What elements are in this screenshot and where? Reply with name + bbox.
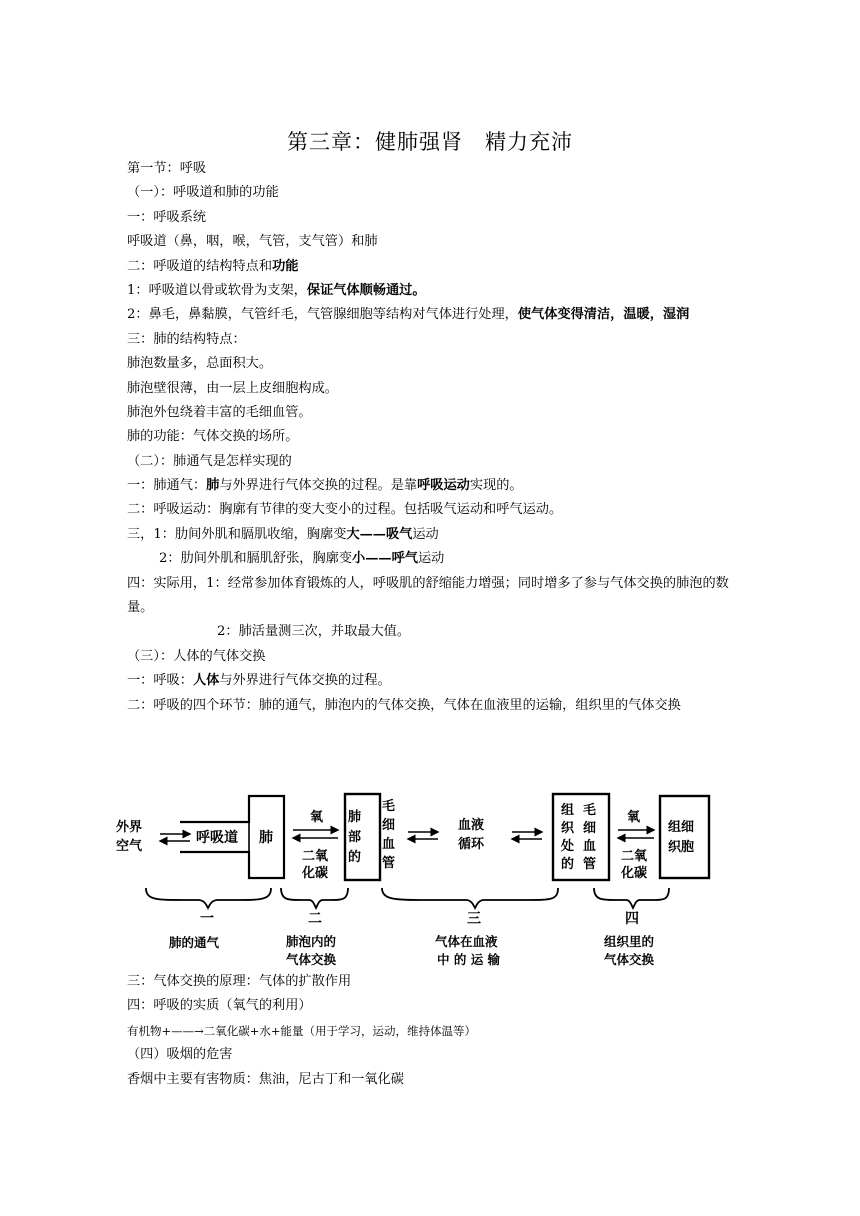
stage-number: 二 bbox=[308, 911, 322, 927]
stage-label: 组织里的 bbox=[604, 934, 655, 949]
co2-label: 化碳 bbox=[621, 866, 648, 881]
stage-brace bbox=[382, 888, 558, 908]
subsection-heading: （四）吸烟的危害 bbox=[127, 1047, 233, 1063]
stage-brace bbox=[594, 888, 669, 908]
tissue-capillary-label: 处 bbox=[561, 839, 575, 854]
tissue-capillary-label: 细 bbox=[583, 821, 597, 836]
blood-circulation-label: 血液 bbox=[458, 818, 485, 833]
text-line: 肺泡外包绕着丰富的毛细血管。 bbox=[127, 404, 312, 420]
respiration-diagram bbox=[116, 790, 726, 970]
tissue-capillary-label: 组 bbox=[561, 803, 575, 818]
section-heading: 第一节：呼吸 bbox=[127, 161, 207, 176]
text-line: 2：鼻毛，鼻黏膜，气管纤毛，气管腺细胞等结构对气体进行处理，使气体变得清洁，温暖，湿润 bbox=[127, 307, 690, 323]
text-line: 一：呼吸：人体与外界进行气体交换的过程。 bbox=[127, 673, 391, 689]
text-line: 二：呼吸运动：胸廓有节律的变大变小的过程。包括吸气运动和呼气运动。 bbox=[127, 502, 563, 518]
tissue-capillary-label: 织 bbox=[561, 821, 575, 836]
text-line: 有机物+——→二氧化碳+水+能量（用于学习，运动，维持体温等） bbox=[127, 1023, 477, 1038]
tissue-capillary-label: 毛 bbox=[583, 803, 597, 818]
text-line: 三：气体交换的原理：气体的扩散作用 bbox=[127, 974, 352, 989]
text-line: 四：呼吸的实质（氧气的利用） bbox=[127, 998, 312, 1014]
text-line: 三：肺的结构特点： bbox=[127, 331, 246, 347]
tissue-capillary-label: 管 bbox=[583, 857, 597, 872]
stage-number: 一 bbox=[200, 911, 214, 927]
text-line: 香烟中主要有害物质：焦油，尼古丁和一氧化碳 bbox=[127, 1071, 404, 1087]
text-line: 一：肺通气：肺与外界进行气体交换的过程。是靠呼吸运动实现的。 bbox=[127, 478, 523, 494]
outside-air-label: 空气 bbox=[116, 839, 143, 854]
stage-label: 气体交换 bbox=[286, 952, 337, 967]
text-line: 肺泡数量多，总面积大。 bbox=[127, 356, 273, 372]
stage-label: 中 的 运 输 bbox=[437, 952, 501, 967]
lung-capillary-label: 管 bbox=[382, 856, 396, 871]
text-line: 二：呼吸道的结构特点和功能 bbox=[127, 258, 299, 274]
subsection-heading: （一）：呼吸道和肺的功能 bbox=[127, 185, 279, 201]
lung-capillary-label: 肺 bbox=[348, 810, 362, 825]
blood-circulation-label: 循环 bbox=[458, 837, 485, 852]
stage-number: 四 bbox=[625, 911, 639, 927]
co2-label: 化碳 bbox=[302, 866, 329, 881]
text-line: 呼吸道（鼻，咽，喉，气管，支气管）和肺 bbox=[127, 234, 378, 250]
tissue-capillary-label: 的 bbox=[561, 857, 575, 872]
lung-capillary-label: 毛 bbox=[382, 799, 396, 814]
stage-number: 三 bbox=[467, 911, 481, 927]
lung-capillary-label: 的 bbox=[348, 850, 362, 865]
lung-capillary-label: 血 bbox=[382, 837, 396, 852]
chapter-title: 第三章：健肺强肾 精力充沛 bbox=[287, 130, 573, 154]
oxygen-label: 氧 bbox=[310, 810, 324, 825]
text-line: 四：实际用，1：经常参加体育锻炼的人，呼吸肌的舒缩能力增强；同时增多了参与气体交换的肺泡的数量。 bbox=[127, 575, 729, 616]
text-line: 三，1：肋间外肌和膈肌收缩，胸廓变大——吸气运动 bbox=[127, 526, 439, 542]
text-line: 肺的功能：气体交换的场所。 bbox=[127, 429, 299, 445]
stage-label: 气体在血液 bbox=[435, 934, 498, 949]
stage-brace bbox=[146, 888, 271, 908]
stage-brace bbox=[281, 888, 348, 908]
text-line: 2：肺活量测三次，并取最大值。 bbox=[217, 624, 411, 640]
oxygen-label: 氧 bbox=[627, 810, 641, 825]
subsection-heading: （三）：人体的气体交换 bbox=[127, 648, 266, 664]
text-line: 肺泡壁很薄，由一层上皮细胞构成。 bbox=[127, 380, 338, 396]
co2-label: 二氧 bbox=[621, 849, 648, 864]
tissue-cells-label: 织胞 bbox=[668, 840, 695, 855]
text-line: 1：呼吸道以骨或软骨为支架，保证气体顺畅通过。 bbox=[127, 282, 426, 298]
stage-label: 气体交换 bbox=[604, 952, 655, 967]
text-line: 一：呼吸系统 bbox=[127, 209, 207, 225]
tissue-cells-box bbox=[660, 796, 709, 878]
outside-air-label: 外界 bbox=[116, 820, 143, 835]
airway-label: 呼吸道 bbox=[196, 830, 238, 846]
lung-capillary-label: 细 bbox=[382, 818, 396, 833]
lung-capillary-label: 部 bbox=[348, 830, 362, 845]
text-line: 2：肋间外肌和膈肌舒张，胸廓变小——呼气运动 bbox=[159, 551, 445, 567]
tissue-capillary-label: 血 bbox=[583, 839, 597, 854]
subsection-heading: （二）：肺通气是怎样实现的 bbox=[127, 453, 292, 469]
co2-label: 二氧 bbox=[302, 849, 329, 864]
text-line: 二：呼吸的四个环节：肺的通气，肺泡内的气体交换，气体在血液里的运输，组织里的气体交换 bbox=[127, 697, 681, 713]
lung-label: 肺 bbox=[259, 830, 273, 846]
stage-label: 肺的通气 bbox=[169, 935, 220, 950]
stage-label: 肺泡内的 bbox=[286, 934, 337, 949]
tissue-cells-label: 组细 bbox=[668, 820, 695, 835]
body-text bbox=[127, 157, 739, 718]
bottom-text bbox=[127, 970, 739, 1092]
